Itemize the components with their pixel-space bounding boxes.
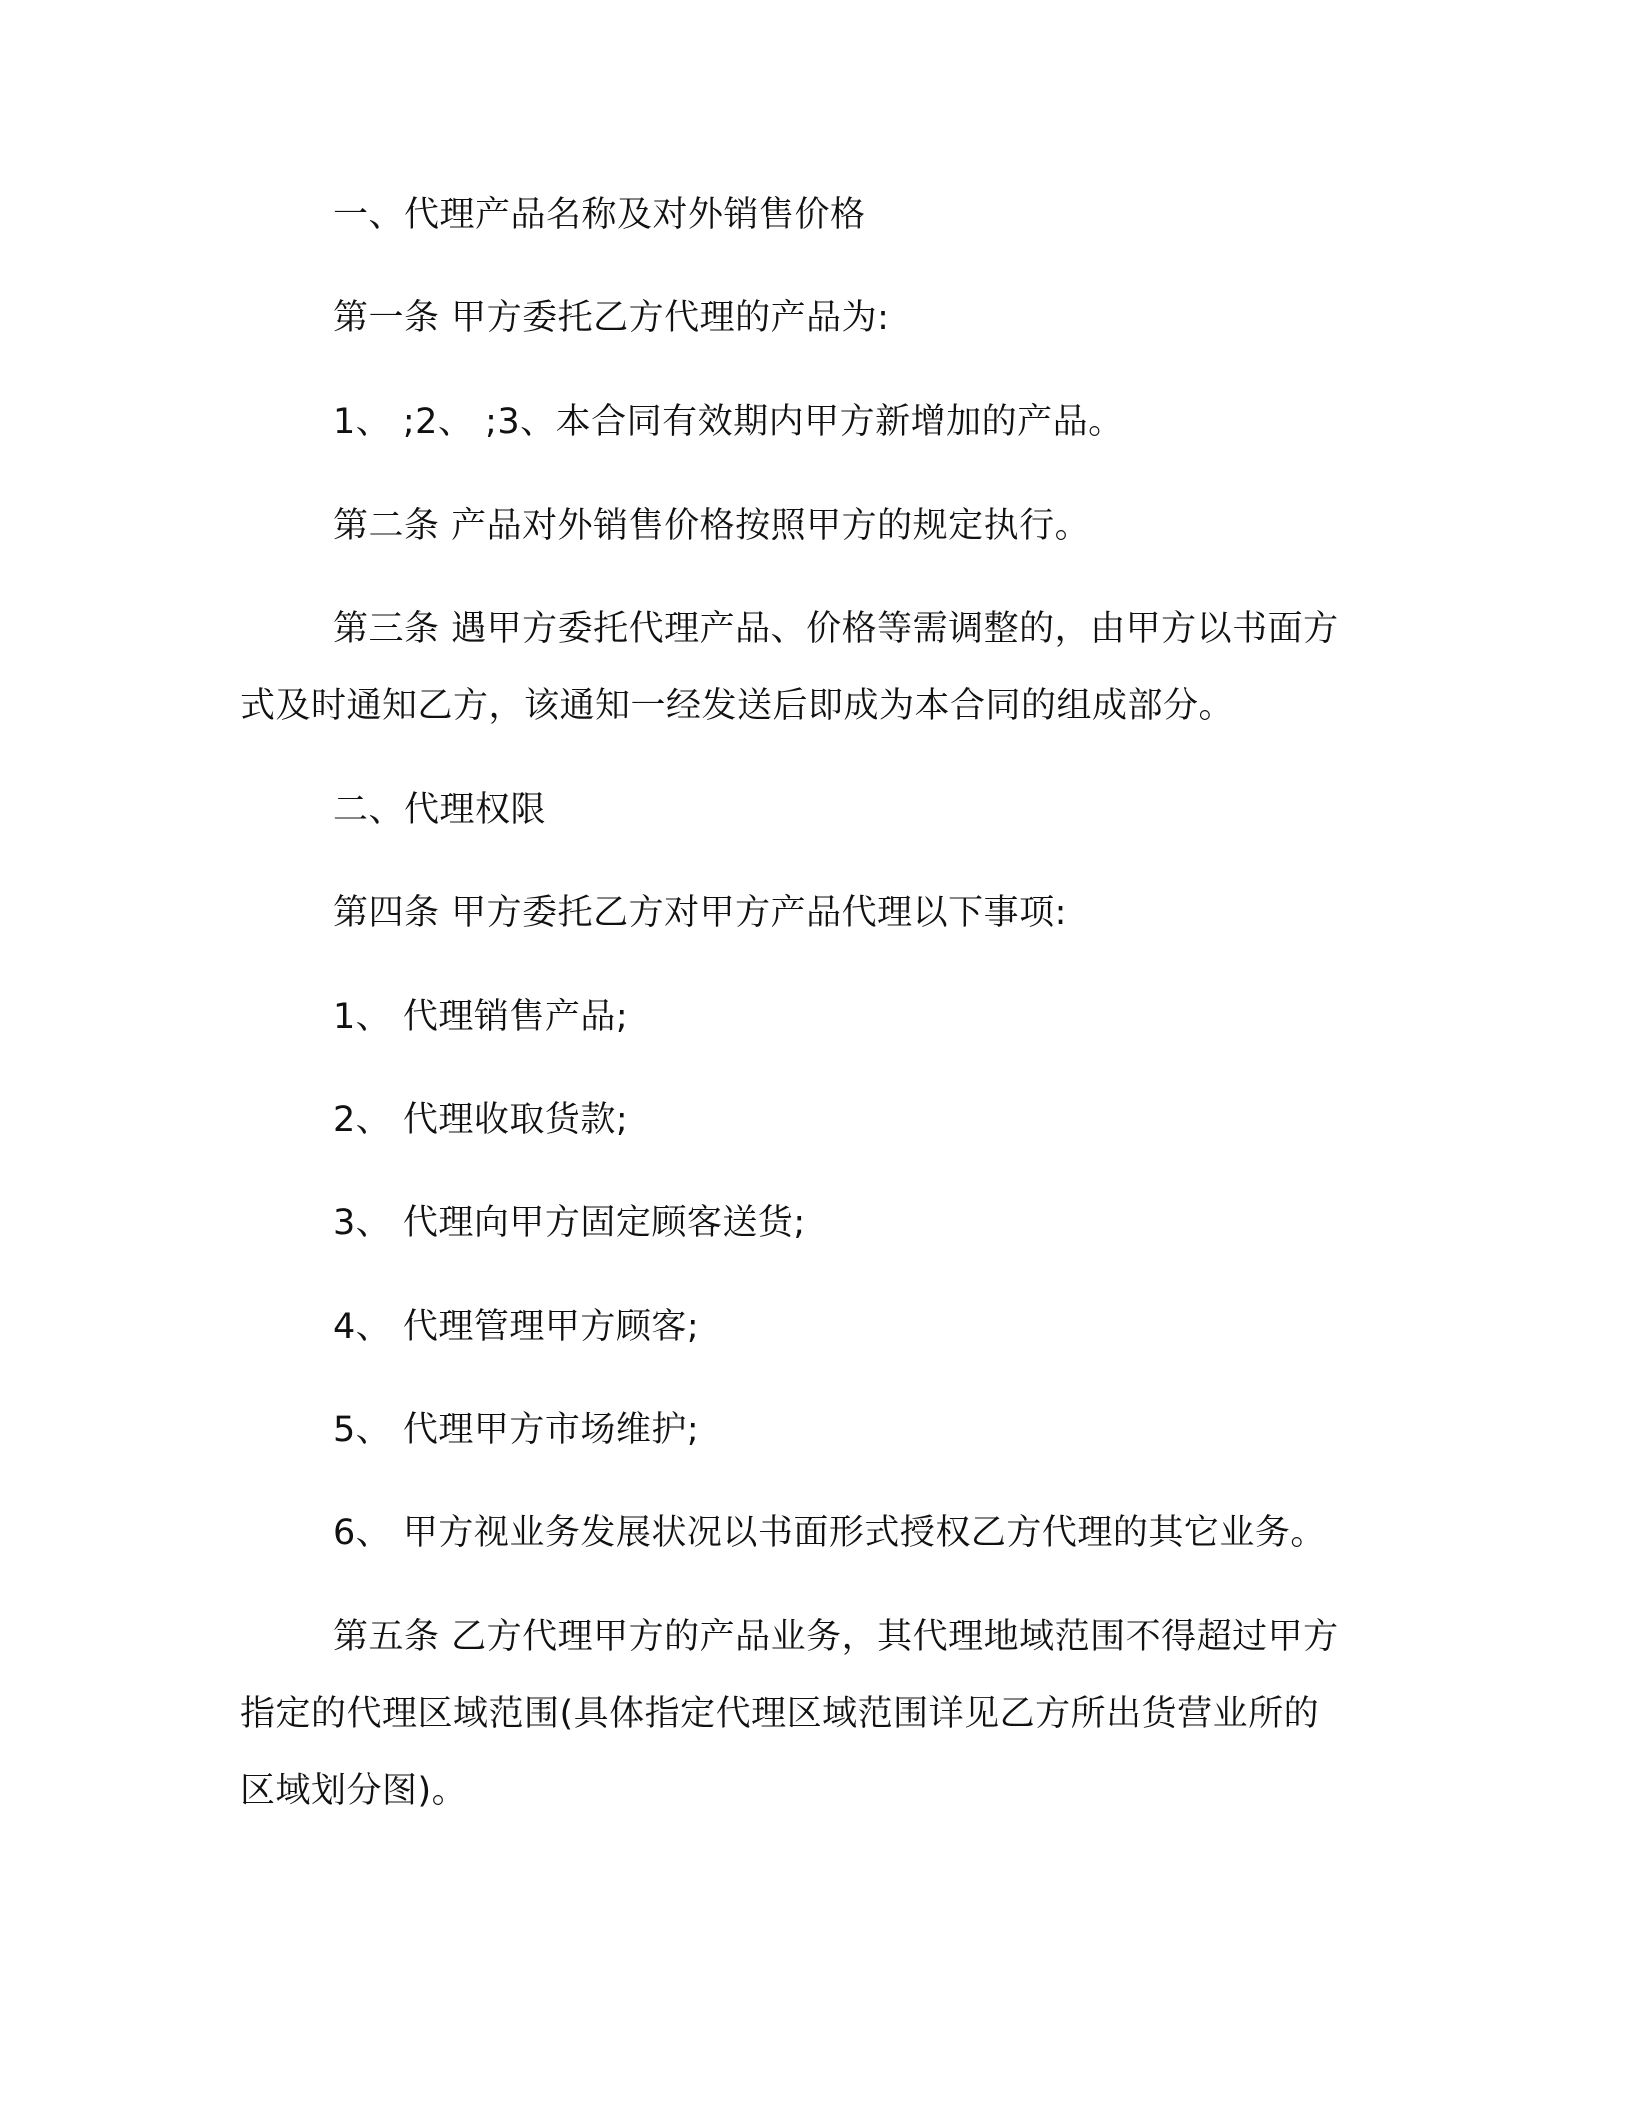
article-1: 第一条 甲方委托乙方代理的产品为: — [333, 298, 890, 338]
section-heading-1: 一、代理产品名称及对外销售价格 — [333, 195, 866, 235]
article-3-line-1: 第三条 遇甲方委托代理产品、价格等需调整的，由甲方以书面方 — [333, 609, 1339, 649]
article-2: 第二条 产品对外销售价格按照甲方的规定执行。 — [333, 506, 1091, 546]
list-item: 3、 代理向甲方固定顾客送货; — [333, 1203, 806, 1243]
list-item: 6、 甲方视业务发展状况以书面形式授权乙方代理的其它业务。 — [333, 1513, 1326, 1553]
article-5-line-1: 第五条 乙方代理甲方的产品业务，其代理地域范围不得超过甲方 — [333, 1617, 1339, 1657]
article-4: 第四条 甲方委托乙方对甲方产品代理以下事项: — [333, 893, 1067, 933]
section-heading-2: 二、代理权限 — [333, 790, 547, 830]
list-item: 5、 代理甲方市场维护; — [333, 1410, 700, 1450]
article-3-line-2: 式及时通知乙方，该通知一经发送后即成为本合同的组成部分。 — [240, 686, 1235, 726]
article-5-line-3: 区域划分图)。 — [240, 1771, 468, 1811]
article-5-line-2: 指定的代理区域范围(具体指定代理区域范围详见乙方所出货营业所的 — [240, 1694, 1320, 1734]
list-item: 2、 代理收取货款; — [333, 1100, 629, 1140]
list-item: 1、 代理销售产品; — [333, 997, 629, 1037]
article-1-items: 1、 ;2、 ;3、本合同有效期内甲方新增加的产品。 — [333, 402, 1124, 442]
list-item: 4、 代理管理甲方顾客; — [333, 1307, 700, 1347]
